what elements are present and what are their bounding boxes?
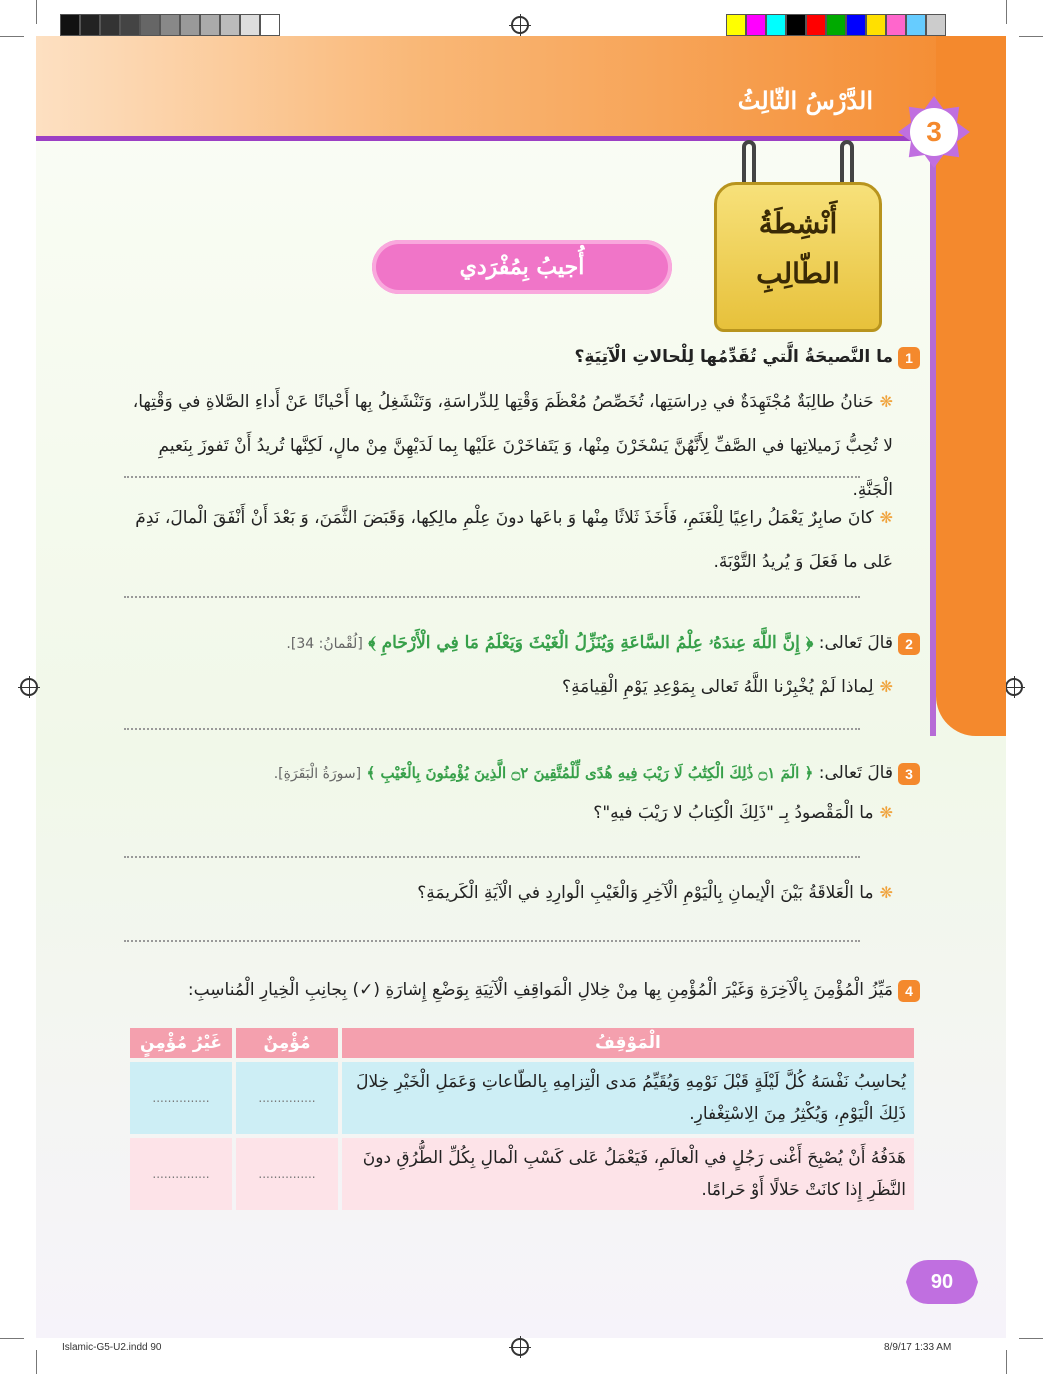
- header-believer: مُؤْمِنٌ: [236, 1028, 338, 1058]
- registration-target-top: [511, 16, 529, 34]
- answer-line[interactable]: [124, 728, 860, 730]
- section-title: أُجيبُ بِمُفْرَدي: [372, 240, 672, 294]
- question-number-3: 3: [898, 763, 920, 785]
- sign-line-2: الطّالِبِ: [756, 257, 840, 290]
- q2-question-text: لِماذا لَمْ يُخْبِرْنا اللَّهُ تَعالى بِمَوْعِدِ يَوْمِ الْقِيامَةِ؟: [562, 677, 874, 697]
- side-border: [930, 136, 936, 736]
- color-swatch: [806, 14, 826, 36]
- table-row: [130, 1062, 914, 1134]
- crop-mark: [0, 1338, 24, 1339]
- lesson-number: 3: [910, 108, 958, 156]
- star-bullet-icon: ❋: [879, 677, 893, 696]
- answer-line[interactable]: [124, 596, 860, 598]
- sign-line-1: أَنْشِطَةُ: [758, 207, 838, 240]
- answer-line[interactable]: [124, 856, 860, 858]
- situation-cell: هَدَفُهُ أَنْ يُصْبِحَ أَغْنى رَجُلٍ في الْعالَمِ، فَيَعْمَلُ عَلى كَسْبِ الْمالِ بِكُلِّ الطُّرُقِ دونَ النَّظَرِ إِذا كانَتْ حَلالًا أَوْ حَرامًا.: [342, 1138, 914, 1210]
- color-swatch: [866, 14, 886, 36]
- q1-case-2: [118, 496, 893, 584]
- table-row: [130, 1138, 914, 1210]
- header-situation: الْمَوْقِفُ: [342, 1028, 914, 1058]
- page-number: 90: [930, 1270, 954, 1293]
- footer-file: Islamic-G5-U2.indd 90: [62, 1342, 162, 1353]
- star-bullet-icon: ❋: [879, 803, 893, 822]
- situations-table: [126, 1024, 918, 1214]
- q1-case-2-text: كانَ صابِرٌ يَعْمَلُ راعِيًا لِلْغَنَمِ، فَأَخَذَ ثَلاثًا مِنْها وَ باعَها دونَ عِلْمِ مالِكِها، وَقَبَضَ الثَّمَنَ، وَ بَعْدَ أَنْ أَنْفَقَ الْمالَ، نَدِمَ عَلى ما فَعَلَ وَ يُريدُ التَّوْبَةَ.: [135, 508, 893, 572]
- color-swatch: [746, 14, 766, 36]
- color-swatch: [826, 14, 846, 36]
- question-number-2: 2: [898, 633, 920, 655]
- crop-mark: [1019, 36, 1043, 37]
- q3-intro: قالَ تَعالى:: [818, 763, 893, 783]
- nonbeliever-answer-cell[interactable]: ...............: [130, 1138, 232, 1210]
- q4-prompt: مَيِّزُ الْمُؤْمِنَ بِالْآخِرَةِ وَغَيْرَ الْمُؤْمِنِ بِها مِنْ خِلالِ الْمَواقِفِ الْآتِيَةِ بِوَضْعِ إِشارَةِ (✓) بِجانِبِ الْخِيارِ الْمُناسِبِ:: [187, 980, 893, 1000]
- q3-question-1-text: ما الْمَقْصودُ بِـ "ذَلِكَ الْكِتابُ لا رَيْبَ فيهِ"؟: [593, 803, 874, 823]
- footer-date: 8/9/17 1:33 AM: [884, 1342, 952, 1353]
- star-bullet-icon: ❋: [879, 883, 893, 902]
- q3-verse-line: [260, 758, 893, 789]
- situation-cell: يُحاسِبُ نَفْسَهُ كُلَّ لَيْلَةٍ قَبْلَ نَوْمِهِ وَيُقَيِّمُ مَدى الْتِزامِهِ بِالطّاعاتِ وَعَمَلِ الْخَيْرِ خِلالَ ذَلِكَ الْيَوْمِ، وَيُكْثِرُ مِنَ الِاسْتِغْفارِ.: [342, 1062, 914, 1134]
- crop-mark: [1006, 0, 1007, 24]
- question-number-4: 4: [898, 980, 920, 1002]
- color-swatch: [846, 14, 866, 36]
- registration-target-bottom: [511, 1338, 529, 1356]
- color-swatch: [786, 14, 806, 36]
- crop-mark: [1019, 1338, 1043, 1339]
- registration-target-right: [1005, 678, 1023, 696]
- header-nonbeliever: غَيْرُ مُؤْمِنٍ: [130, 1028, 232, 1058]
- q2-intro: قالَ تَعالى:: [818, 633, 893, 653]
- color-registration-bar: [726, 14, 946, 36]
- q2-verse-line: [260, 628, 893, 659]
- color-swatch: [926, 14, 946, 36]
- crop-mark: [1006, 1350, 1007, 1374]
- crop-mark: [36, 0, 37, 24]
- q3-question-2-text: ما الْعَلاقَةُ بَيْنَ الْإيمانِ بِالْيَوْمِ الْآخِرِ وَالْغَيْبِ الْوارِدِ في الْآيَةِ الْكَريمَةِ؟: [417, 883, 874, 903]
- page-number-badge: [906, 1260, 978, 1304]
- grayscale-registration-bar: [60, 14, 280, 36]
- student-activities-sign: [708, 140, 888, 336]
- answer-line[interactable]: [124, 940, 860, 942]
- table-header-row: [130, 1028, 914, 1058]
- color-swatch: [886, 14, 906, 36]
- lesson-title: الدَّرْسُ الثّالِثُ: [737, 86, 873, 115]
- color-swatch: [726, 14, 746, 36]
- star-bullet-icon: ❋: [879, 392, 893, 411]
- color-swatch: [766, 14, 786, 36]
- q3-question-1: [400, 798, 893, 828]
- crop-mark: [0, 36, 24, 37]
- question-number-1: 1: [898, 347, 920, 369]
- q2-verse: ﴿ إِنَّ اللَّهَ عِندَهُۥ عِلْمُ السَّاعَةِ وَيُنَزِّلُ الْغَيْثَ وَيَعْلَمُ مَا فِي الْأَرْحَامِ ﴾: [368, 633, 814, 653]
- q1-prompt: ما النَّصيحَةُ الَّتي تُقَدِّمُها لِلْحالاتِ الْآتِيَةِ؟: [574, 347, 893, 367]
- q1-case-1-text: حَنانُ طالِبَةٌ مُجْتَهِدَةٌ في دِراسَتِها، تُخَصِّصُ مُعْظَمَ وَقْتِها لِلدِّراسَةِ، وَتَنْشَغِلُ بِها أَحْيانًا عَنْ أَداءِ الصَّلاةِ في وَقْتِها، لا تُحِبُّ زَميلاتِها في الصَّفِّ لِأَنَّهُنَّ يَسْخَرْنَ مِنْها، وَ يَتَفاخَرْنَ عَلَيْها بِما لَدَيْهِنَّ مِنْ مالٍ، لَكِنَّها تُريدُ أَنْ تَفوزَ بِنَعيمِ الْجَنَّةِ.: [132, 392, 893, 500]
- sign-board: [714, 182, 882, 332]
- q2-question: [400, 672, 893, 702]
- believer-answer-cell[interactable]: ...............: [236, 1138, 338, 1210]
- nonbeliever-answer-cell[interactable]: ...............: [130, 1062, 232, 1134]
- lesson-number-badge: [898, 96, 970, 168]
- crop-mark: [36, 1350, 37, 1374]
- answer-line[interactable]: [124, 476, 860, 478]
- star-bullet-icon: ❋: [879, 508, 893, 527]
- q3-reference: [سورَةُ الْبَقَرَةِ].: [273, 766, 362, 782]
- q1-case-1: [118, 380, 893, 512]
- q3-question-2: [300, 878, 893, 908]
- q2-reference: [لُقْمانُ: 34].: [286, 636, 363, 652]
- believer-answer-cell[interactable]: ...............: [236, 1062, 338, 1134]
- registration-target-left: [20, 678, 38, 696]
- q3-verse: ﴿ الٓمٓ ۝١ ذَٰلِكَ الْكِتَٰبُ لَا رَيْبَ فِيهِ هُدًى لِّلْمُتَّقِينَ ۝٢ الَّذِينَ يُؤْمِنُونَ بِالْغَيْبِ ﴾: [366, 764, 814, 782]
- color-swatch: [906, 14, 926, 36]
